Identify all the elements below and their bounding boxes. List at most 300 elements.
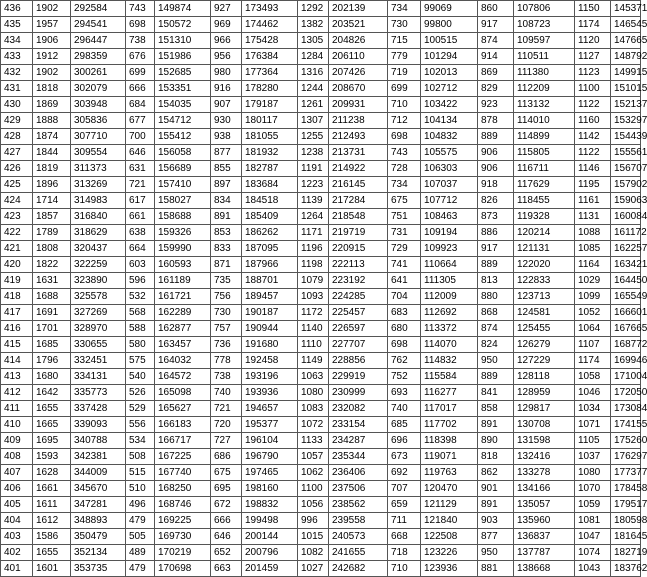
table-row [1, 369, 641, 385]
table-row [1, 481, 641, 497]
table-cell: 698 [126, 17, 155, 33]
table-cell: 302079 [71, 81, 126, 97]
table-cell: 186262 [242, 225, 298, 241]
table-cell: 164450 [611, 273, 641, 289]
table-cell: 683 [388, 305, 421, 321]
table-cell: 676 [126, 49, 155, 65]
table-cell: 121840 [421, 513, 478, 529]
table-cell: 159990 [155, 241, 211, 257]
table-cell: 1307 [298, 113, 329, 129]
table-row [1, 513, 641, 529]
score-cell: 406 [1, 481, 33, 497]
table-cell: 877 [211, 145, 242, 161]
table-cell: 307710 [71, 129, 126, 145]
table-cell: 638 [126, 225, 155, 241]
table-cell: 661 [126, 209, 155, 225]
table-cell: 113132 [514, 97, 575, 113]
table-cell: 1601 [33, 561, 71, 577]
table-cell: 677 [126, 113, 155, 129]
table-cell: 906 [478, 161, 514, 177]
table-cell: 352134 [71, 545, 126, 561]
table-row [1, 1, 641, 17]
table-cell: 1238 [298, 145, 329, 161]
table-cell: 860 [478, 1, 514, 17]
table-cell: 479 [126, 513, 155, 529]
table-cell: 298359 [71, 49, 126, 65]
score-cell: 422 [1, 225, 33, 241]
table-cell: 1093 [298, 289, 329, 305]
table-cell: 114010 [514, 113, 575, 129]
table-cell: 121131 [514, 241, 575, 257]
table-cell: 209931 [329, 97, 388, 113]
table-cell: 874 [478, 33, 514, 49]
table-cell: 1100 [575, 81, 611, 97]
table-cell: 1046 [575, 385, 611, 401]
table-cell: 1822 [33, 257, 71, 273]
table-cell: 117629 [514, 177, 575, 193]
table-cell: 236406 [329, 465, 388, 481]
table-cell: 734 [388, 177, 421, 193]
table-cell: 120214 [514, 225, 575, 241]
table-cell: 181055 [242, 129, 298, 145]
table-cell: 556 [126, 417, 155, 433]
table-body [1, 1, 647, 577]
table-cell: 641 [388, 273, 421, 289]
score-cell: 401 [1, 561, 33, 577]
table-cell: 663 [211, 561, 242, 577]
table-cell: 903 [478, 513, 514, 529]
table-cell: 580 [126, 337, 155, 353]
table-cell: 1261 [298, 97, 329, 113]
table-cell: 1034 [575, 401, 611, 417]
table-cell: 151986 [155, 49, 211, 65]
table-cell: 105575 [421, 145, 478, 161]
table-row [1, 225, 641, 241]
table-cell: 672 [211, 497, 242, 513]
table-cell: 1874 [33, 129, 71, 145]
score-cell: 423 [1, 209, 33, 225]
table-cell: 1139 [298, 193, 329, 209]
table-cell: 914 [478, 49, 514, 65]
table-cell: 175260 [611, 433, 641, 449]
score-cell: 433 [1, 49, 33, 65]
table-cell: 104134 [421, 113, 478, 129]
table-cell: 1902 [33, 65, 71, 81]
table-cell: 214922 [329, 161, 388, 177]
table-cell: 179187 [242, 97, 298, 113]
table-cell: 112209 [514, 81, 575, 97]
table-cell: 1957 [33, 17, 71, 33]
table-cell: 201459 [242, 561, 298, 577]
score-cell: 412 [1, 385, 33, 401]
table-cell: 1714 [33, 193, 71, 209]
table-cell: 1680 [33, 369, 71, 385]
score-cell: 402 [1, 545, 33, 561]
table-cell: 1120 [575, 33, 611, 49]
score-cell: 425 [1, 177, 33, 193]
table-row [1, 129, 641, 145]
table-cell: 114832 [421, 353, 478, 369]
table-cell: 109194 [421, 225, 478, 241]
table-cell: 155412 [155, 129, 211, 145]
table-cell: 342381 [71, 449, 126, 465]
table-cell: 163457 [155, 337, 211, 353]
table-cell: 167740 [155, 465, 211, 481]
table-cell: 1150 [575, 1, 611, 17]
table-cell: 128959 [514, 385, 575, 401]
table-cell: 117702 [421, 417, 478, 433]
table-cell: 712 [388, 113, 421, 129]
score-cell: 408 [1, 449, 33, 465]
table-cell: 664 [126, 241, 155, 257]
table-cell: 149915 [611, 65, 641, 81]
table-cell: 603 [126, 257, 155, 273]
table-cell: 1819 [33, 161, 71, 177]
table-row [1, 257, 641, 273]
table-cell: 170219 [155, 545, 211, 561]
table-cell: 150572 [155, 17, 211, 33]
table-cell: 508 [126, 449, 155, 465]
table-row [1, 545, 641, 561]
table-cell: 1074 [575, 545, 611, 561]
table-cell: 216145 [329, 177, 388, 193]
table-cell: 1223 [298, 177, 329, 193]
table-cell: 966 [211, 33, 242, 49]
table-cell: 227707 [329, 337, 388, 353]
table-cell: 157902 [611, 177, 641, 193]
table-cell: 927 [211, 1, 242, 17]
table-cell: 168746 [155, 497, 211, 513]
table-cell: 889 [478, 257, 514, 273]
table-cell: 168772 [611, 337, 641, 353]
table-cell: 699 [388, 81, 421, 97]
table-cell: 173084 [611, 401, 641, 417]
table-cell: 169730 [155, 529, 211, 545]
table-cell: 337428 [71, 401, 126, 417]
table-cell: 99800 [421, 17, 478, 33]
table-cell: 179517 [611, 497, 641, 513]
table-cell: 1070 [575, 481, 611, 497]
table-cell: 122508 [421, 529, 478, 545]
table-cell: 1057 [298, 449, 329, 465]
table-cell: 734 [388, 1, 421, 17]
table-cell: 829 [478, 81, 514, 97]
table-cell: 1105 [575, 433, 611, 449]
table-cell: 1685 [33, 337, 71, 353]
table-cell: 526 [126, 385, 155, 401]
table-row [1, 113, 641, 129]
table-cell: 230999 [329, 385, 388, 401]
table-cell: 239558 [329, 513, 388, 529]
score-cell: 436 [1, 1, 33, 17]
table-cell: 102013 [421, 65, 478, 81]
table-cell: 151015 [611, 81, 641, 97]
score-cell: 418 [1, 289, 33, 305]
table-cell: 1131 [575, 209, 611, 225]
table-row [1, 289, 641, 305]
table-cell: 200796 [242, 545, 298, 561]
table-cell: 157410 [155, 177, 211, 193]
table-cell: 996 [298, 513, 329, 529]
table-cell: 906 [478, 145, 514, 161]
table-cell: 132416 [514, 449, 575, 465]
table-cell: 153351 [155, 81, 211, 97]
table-cell: 108723 [514, 17, 575, 33]
table-cell: 1655 [33, 401, 71, 417]
table-cell: 1857 [33, 209, 71, 225]
table-cell: 115584 [421, 369, 478, 385]
table-cell: 862 [478, 465, 514, 481]
table-cell: 325578 [71, 289, 126, 305]
table-cell: 170698 [155, 561, 211, 577]
table-cell: 1292 [298, 1, 329, 17]
table-cell: 118398 [421, 433, 478, 449]
table-cell: 756 [211, 289, 242, 305]
table-cell: 169225 [155, 513, 211, 529]
table-cell: 1043 [575, 561, 611, 577]
table-cell: 1628 [33, 465, 71, 481]
table-cell: 730 [388, 17, 421, 33]
table-cell: 330655 [71, 337, 126, 353]
table-row [1, 497, 641, 513]
table-cell: 161721 [155, 289, 211, 305]
table-cell: 206110 [329, 49, 388, 65]
table-cell: 917 [478, 17, 514, 33]
table-cell: 154712 [155, 113, 211, 129]
table-cell: 110511 [514, 49, 575, 65]
table-cell: 1264 [298, 209, 329, 225]
table-cell: 182787 [242, 161, 298, 177]
table-cell: 938 [211, 129, 242, 145]
table-cell: 1198 [298, 257, 329, 273]
table-cell: 131598 [514, 433, 575, 449]
table-cell: 109923 [421, 241, 478, 257]
table-row [1, 465, 641, 481]
table-cell: 164032 [155, 353, 211, 369]
table-cell: 1015 [298, 529, 329, 545]
table-cell: 183684 [242, 177, 298, 193]
table-cell: 1191 [298, 161, 329, 177]
table-cell: 871 [211, 257, 242, 273]
table-cell: 1382 [298, 17, 329, 33]
table-cell: 1906 [33, 33, 71, 49]
table-cell: 631 [126, 161, 155, 177]
table-cell: 160593 [155, 257, 211, 273]
table-cell: 107806 [514, 1, 575, 17]
table-cell: 886 [478, 225, 514, 241]
table-cell: 344009 [71, 465, 126, 481]
table-cell: 169946 [611, 353, 641, 369]
table-cell: 161189 [155, 273, 211, 289]
table-cell: 1796 [33, 353, 71, 369]
table-row [1, 145, 641, 161]
table-cell: 1062 [298, 465, 329, 481]
score-cell: 435 [1, 17, 33, 33]
table-cell: 122833 [514, 273, 575, 289]
table-cell: 813 [478, 273, 514, 289]
table-cell: 741 [388, 257, 421, 273]
table-row [1, 417, 641, 433]
table-cell: 1083 [298, 401, 329, 417]
table-row [1, 49, 641, 65]
table-cell: 1027 [298, 561, 329, 577]
table-cell: 204826 [329, 33, 388, 49]
score-cell: 411 [1, 401, 33, 417]
score-cell: 420 [1, 257, 33, 273]
score-cell: 407 [1, 465, 33, 481]
score-cell: 405 [1, 497, 33, 513]
table-cell: 119328 [514, 209, 575, 225]
table-cell: 122020 [514, 257, 575, 273]
table-cell: 720 [211, 417, 242, 433]
table-cell: 1088 [575, 225, 611, 241]
table-cell: 1082 [298, 545, 329, 561]
table-cell: 505 [126, 529, 155, 545]
table-cell: 161172 [611, 225, 641, 241]
table-cell: 147665 [611, 33, 641, 49]
table-cell: 668 [388, 529, 421, 545]
table-cell: 918 [478, 177, 514, 193]
table-cell: 162257 [611, 241, 641, 257]
table-cell: 891 [478, 417, 514, 433]
score-cell: 421 [1, 241, 33, 257]
table-cell: 332451 [71, 353, 126, 369]
table-cell: 1174 [575, 353, 611, 369]
table-cell: 907 [211, 97, 242, 113]
table-cell: 207426 [329, 65, 388, 81]
table-cell: 130708 [514, 417, 575, 433]
table-cell: 1284 [298, 49, 329, 65]
table-cell: 718 [388, 545, 421, 561]
table-cell: 190944 [242, 321, 298, 337]
table-cell: 736 [211, 337, 242, 353]
table-cell: 1080 [298, 385, 329, 401]
table-cell: 107712 [421, 193, 478, 209]
table-cell: 128118 [514, 369, 575, 385]
table-cell: 99069 [421, 1, 478, 17]
table-cell: 208670 [329, 81, 388, 97]
table-cell: 738 [211, 369, 242, 385]
table-cell: 1172 [298, 305, 329, 321]
table-cell: 100515 [421, 33, 478, 49]
score-cell: 416 [1, 321, 33, 337]
table-row [1, 193, 641, 209]
table-cell: 177364 [242, 65, 298, 81]
table-cell: 666 [126, 81, 155, 97]
table-cell: 740 [211, 385, 242, 401]
table-cell: 353735 [71, 561, 126, 577]
table-cell: 163421 [611, 257, 641, 273]
table-cell: 916 [211, 81, 242, 97]
table-cell: 1063 [298, 369, 329, 385]
table-cell: 167225 [155, 449, 211, 465]
table-cell: 1037 [575, 449, 611, 465]
score-cell: 429 [1, 113, 33, 129]
table-cell: 1912 [33, 49, 71, 65]
table-cell: 878 [478, 113, 514, 129]
table-cell: 874 [478, 321, 514, 337]
table-cell: 183762 [611, 561, 641, 577]
table-cell: 721 [126, 177, 155, 193]
score-cell: 434 [1, 33, 33, 49]
table-cell: 1611 [33, 497, 71, 513]
table-cell: 137787 [514, 545, 575, 561]
table-cell: 704 [388, 289, 421, 305]
table-cell: 184518 [242, 193, 298, 209]
table-cell: 173493 [242, 1, 298, 17]
table-cell: 113372 [421, 321, 478, 337]
table-cell: 118455 [514, 193, 575, 209]
table-cell: 199498 [242, 513, 298, 529]
table-row [1, 449, 641, 465]
table-row [1, 65, 641, 81]
score-cell: 428 [1, 129, 33, 145]
table-cell: 156707 [611, 161, 641, 177]
table-cell: 868 [478, 305, 514, 321]
table-cell: 1127 [575, 49, 611, 65]
table-cell: 101294 [421, 49, 478, 65]
table-row [1, 17, 641, 33]
table-cell: 106303 [421, 161, 478, 177]
table-cell: 176297 [611, 449, 641, 465]
table-cell: 117017 [421, 401, 478, 417]
table-cell: 111380 [514, 65, 575, 81]
table-cell: 1142 [575, 129, 611, 145]
table-cell: 102712 [421, 81, 478, 97]
table-cell: 1058 [575, 369, 611, 385]
table-cell: 685 [388, 417, 421, 433]
score-cell: 431 [1, 81, 33, 97]
table-cell: 479 [126, 561, 155, 577]
table-cell: 134166 [514, 481, 575, 497]
table-row [1, 321, 641, 337]
table-cell: 588 [126, 321, 155, 337]
table-cell: 1691 [33, 305, 71, 321]
table-cell: 223192 [329, 273, 388, 289]
table-cell: 841 [478, 385, 514, 401]
table-cell: 1869 [33, 97, 71, 113]
table-cell: 1164 [575, 257, 611, 273]
table-cell: 1140 [298, 321, 329, 337]
table-cell: 108463 [421, 209, 478, 225]
table-cell: 238562 [329, 497, 388, 513]
table-cell: 127229 [514, 353, 575, 369]
table-cell: 174462 [242, 17, 298, 33]
table-cell: 181645 [611, 529, 641, 545]
table-cell: 1071 [575, 417, 611, 433]
table-cell: 1171 [298, 225, 329, 241]
table-cell: 241655 [329, 545, 388, 561]
table-cell: 1133 [298, 433, 329, 449]
table-cell: 153297 [611, 113, 641, 129]
table-cell: 575 [126, 353, 155, 369]
table-cell: 540 [126, 369, 155, 385]
table-cell: 196790 [242, 449, 298, 465]
table-cell: 156058 [155, 145, 211, 161]
table-cell: 1195 [575, 177, 611, 193]
table-cell: 164572 [155, 369, 211, 385]
score-cell: 414 [1, 353, 33, 369]
table-cell: 956 [211, 49, 242, 65]
table-cell: 719 [388, 65, 421, 81]
table-cell: 165549 [611, 289, 641, 305]
table-cell: 1196 [298, 241, 329, 257]
table-cell: 202139 [329, 1, 388, 17]
table-cell: 176384 [242, 49, 298, 65]
table-cell: 738 [126, 33, 155, 49]
table-cell: 950 [478, 353, 514, 369]
table-cell: 148792 [611, 49, 641, 65]
